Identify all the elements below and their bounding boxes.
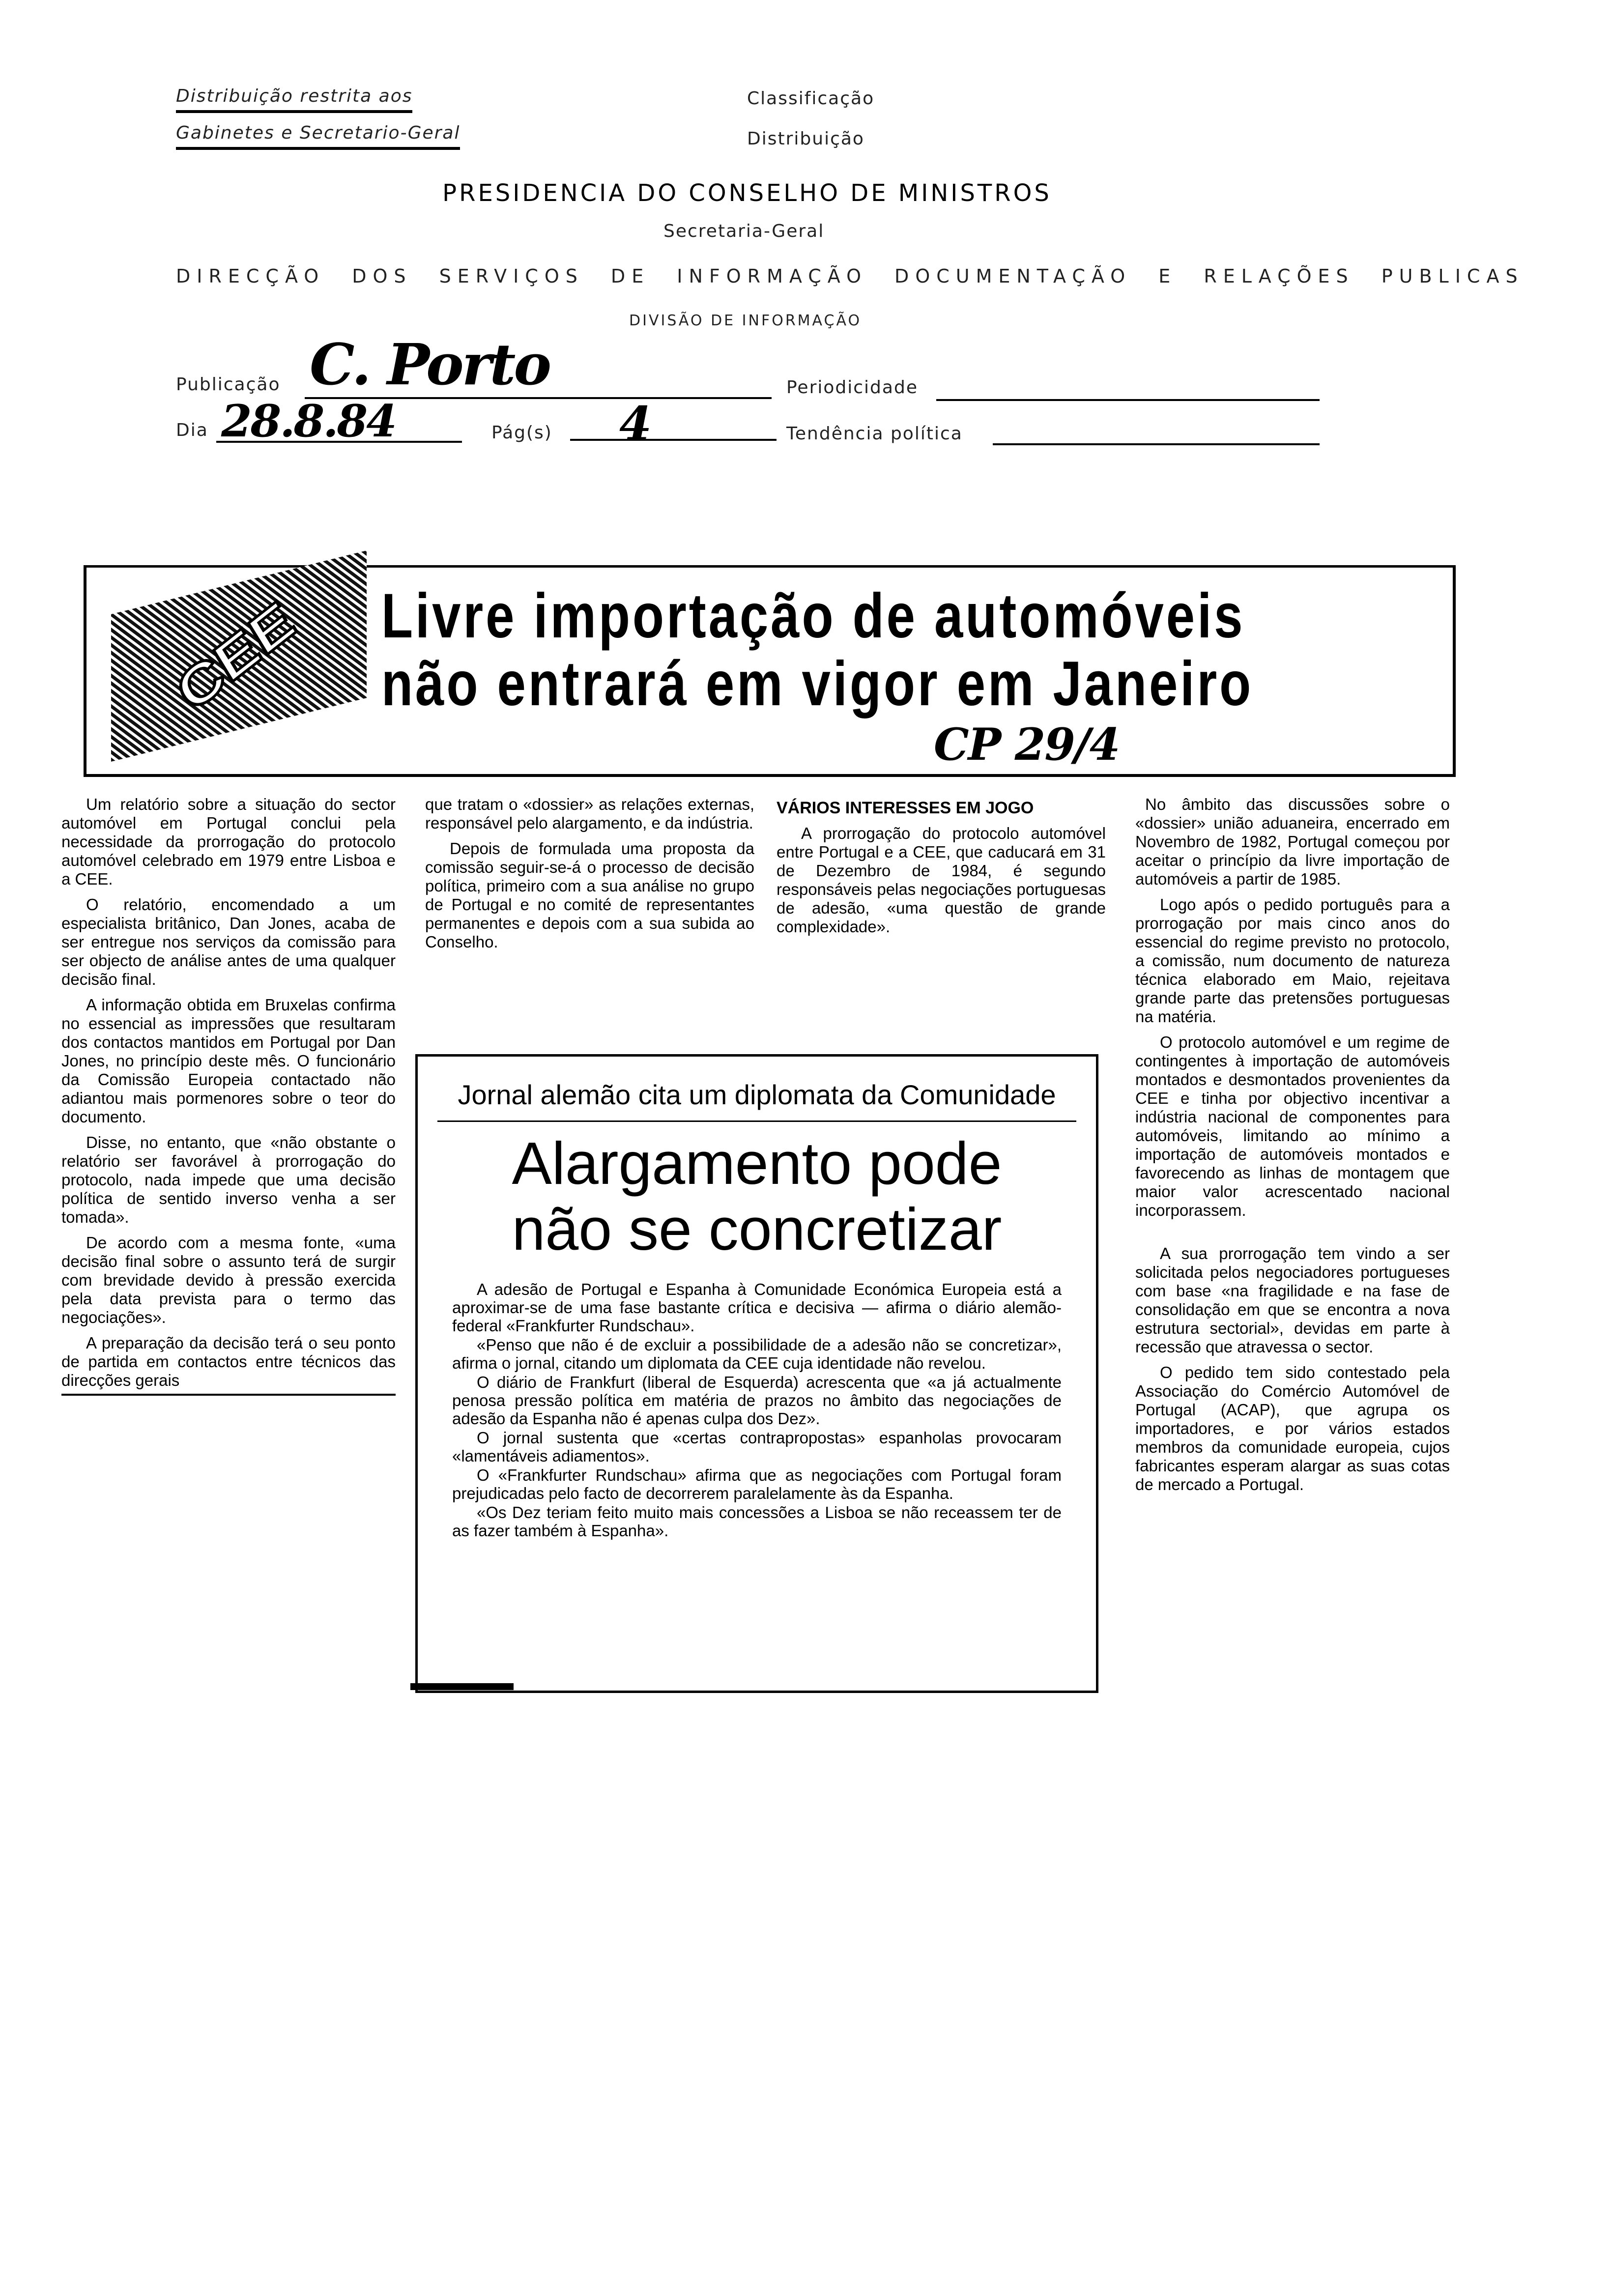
- paragraph: De acordo com a mesma fonte, «uma decisão final sobre o assunto terá de surgir com brevidade devido à pressão exercida pela data prevista para o termo das negociações».: [61, 1234, 396, 1326]
- paragraph: O pedido tem sido contestado pela Associação do Comércio Automóvel de Portugal (ACAP), que agrupa os importadores, e por vários estados membros da comunidade europeia, cujos fabricantes esperam alargar as suas cotas de mercado a Portugal.: [1135, 1363, 1450, 1493]
- org-title: PRESIDENCIA DO CONSELHO DE MINISTROS: [442, 179, 1052, 207]
- handwritten-reference: CP 29/4: [934, 718, 1120, 771]
- paragraph: Um relatório sobre a situação do sector automóvel em Portugal conclui pela necessidade da prorrogação do protocolo automóvel celebrado em 1979 entre Lisboa e a CEE.: [61, 795, 396, 888]
- paragraph: «Penso que não é de excluir a possibilidade de a adesão não se concretizar», afirma o jornal, citando um diplomata da CEE cuja identidade não revelou.: [452, 1336, 1062, 1372]
- periodicity-label: Periodicidade: [786, 377, 918, 398]
- boxed-article-kicker: Jornal alemão cita um diplomata da Comunidade: [458, 1079, 1056, 1110]
- headline: [381, 582, 1253, 718]
- cee-section-logo: [111, 550, 367, 762]
- article-column-1: [61, 795, 396, 1396]
- paragraph: A adesão de Portugal e Espanha à Comunidade Económica Europeia está a aproximar-se de uma fase bastante crítica e decisiva — afirma o diário alemão-federal «Frankfurter Rundschau».: [452, 1280, 1062, 1335]
- paragraph: A sua prorrogação tem vindo a ser solicitada pelos negociadores portugueses com base «na fragilidade e na fase de consolidação em que se encontra a nova estrutura sectorial», devidas em parte à recessão que atravessa o sector.: [1135, 1244, 1450, 1356]
- paragraph: A informação obtida em Bruxelas confirma no essencial as impressões que resultaram dos contactos mantidos em Portugal por Dan Jones, no princípio deste mês. O funcionário da Comissão Europeia contactado não adiantou mais pormenores sobre o teor do documento.: [61, 996, 396, 1126]
- paragraph: «Os Dez teriam feito muito mais concessões a Lisboa se não receassem ter de as fazer também à Espanha».: [452, 1503, 1062, 1540]
- headline-line1: Livre importação de automóveis: [381, 581, 1245, 651]
- article-column-4: [1135, 795, 1450, 1501]
- distribution-restriction-line1: Distribuição restrita aos: [176, 86, 412, 113]
- cee-logo-text: CEE: [166, 589, 305, 724]
- boxed-article: [415, 1054, 1098, 1693]
- boxed-article-headline: [418, 1130, 1096, 1262]
- boxed-headline-line1: Alargamento pode: [512, 1130, 1002, 1197]
- paragraph: O jornal sustenta que «certas contrapropostas» espanholas provocaram «lamentáveis adiamentos».: [452, 1429, 1062, 1465]
- headline-box: [84, 565, 1456, 777]
- box-corner-mark: [410, 1683, 514, 1690]
- pages-label: Pág(s): [491, 423, 552, 443]
- political-tendency-field-line: [993, 443, 1320, 445]
- paragraph: O diário de Frankfurt (liberal de Esquerda) acrescenta que «a já actualmente penosa pressão política em matéria de prazos no âmbito das negociações de adesão da Espanha não é apenas culpa dos Dez».: [452, 1373, 1062, 1428]
- handwritten-day: 28.8.84: [221, 395, 396, 447]
- publication-label: Publicação: [176, 374, 281, 395]
- boxed-headline-line2: não se concretizar: [512, 1196, 1002, 1263]
- distribution-restriction-line2: Gabinetes e Secretario-Geral: [176, 123, 460, 150]
- paragraph: Depois de formulada uma proposta da comissão seguir-se-á o processo de decisão política, primeiro com a sua análise no grupo de Portugal e no comité de representantes permanentes e depois com a sua subida ao Conselho.: [425, 839, 754, 951]
- paragraph: que tratam o «dossier» as relações externas, responsável pelo alargamento, e da indústria.: [425, 795, 754, 832]
- paragraph: O relatório, encomendado a um especialista britânico, Dan Jones, acaba de ser entregue nos serviços da comissão para ser objecto de análise antes de uma qualquer decisão final.: [61, 895, 396, 988]
- headline-line2: não entrará em vigor em Janeiro: [381, 649, 1254, 719]
- kicker-rule: [437, 1120, 1076, 1122]
- day-label: Dia: [176, 420, 208, 440]
- paragraph: Disse, no entanto, que «não obstante o relatório ser favorável à prorrogação do protocolo, nada impede que uma decisão política de sentido inverso venha a ser tomada».: [61, 1133, 396, 1226]
- boxed-article-body: [452, 1280, 1062, 1541]
- directorate-title: DIRECÇÃO DOS SERVIÇOS DE INFORMAÇÃO DOCUMENTAÇÃO E RELAÇÕES PUBLICAS: [176, 265, 1524, 287]
- article-column-3: [777, 799, 1106, 943]
- political-tendency-label: Tendência política: [786, 424, 963, 444]
- article-column-2: [425, 795, 754, 958]
- classification-label: Classificação: [747, 88, 875, 109]
- column-end-rule: [61, 1394, 396, 1396]
- paragraph: O «Frankfurter Rundschau» afirma que as negociações com Portugal foram prejudicadas pelo facto de decorrerem paralelamente às da Espanha.: [452, 1466, 1062, 1502]
- pages-field-line: [570, 439, 777, 441]
- subheading: VÁRIOS INTERESSES EM JOGO: [777, 799, 1034, 817]
- handwritten-pages: 4: [619, 397, 652, 451]
- paragraph: A preparação da decisão terá o seu ponto de partida em contactos entre técnicos das direcções gerais: [61, 1334, 396, 1389]
- division-title: DIVISÃO DE INFORMAÇÃO: [629, 312, 862, 329]
- paragraph: No âmbito das discussões sobre o «dossier» união aduaneira, encerrado em Novembro de 1982, Portugal começou por aceitar o princípio da livre importação de automóveis a partir de 1985.: [1135, 795, 1450, 888]
- paragraph: Logo após o pedido português para a prorrogação por mais cinco anos do essencial do regime previsto no protocolo, a comissão, num documento de natureza técnica elaborado em Maio, rejeitava grande parte das pretensões portuguesas na matéria.: [1135, 895, 1450, 1026]
- paragraph: O protocolo automóvel e um regime de contingentes à importação de automóveis montados e desmontados provenientes da CEE e tinha por objectivo incentivar a indústria nacional de componentes para automóveis, limitando ao mínimo a importação de automóveis montados e favorecendo as linhas de montagem que maior valor acrescentado nacional incorporassem.: [1135, 1033, 1450, 1219]
- paragraph: A prorrogação do protocolo automóvel entre Portugal e a CEE, que caducará em 31 de Dezembro de 1984, é segundo responsáveis pelas negociações portuguesas de adesão, «uma questão de grande complexidade».: [777, 824, 1106, 936]
- handwritten-publication: C. Porto: [310, 332, 550, 398]
- org-subtitle: Secretaria-Geral: [663, 221, 825, 241]
- distribution-label: Distribuição: [747, 129, 864, 149]
- periodicity-field-line: [936, 399, 1320, 401]
